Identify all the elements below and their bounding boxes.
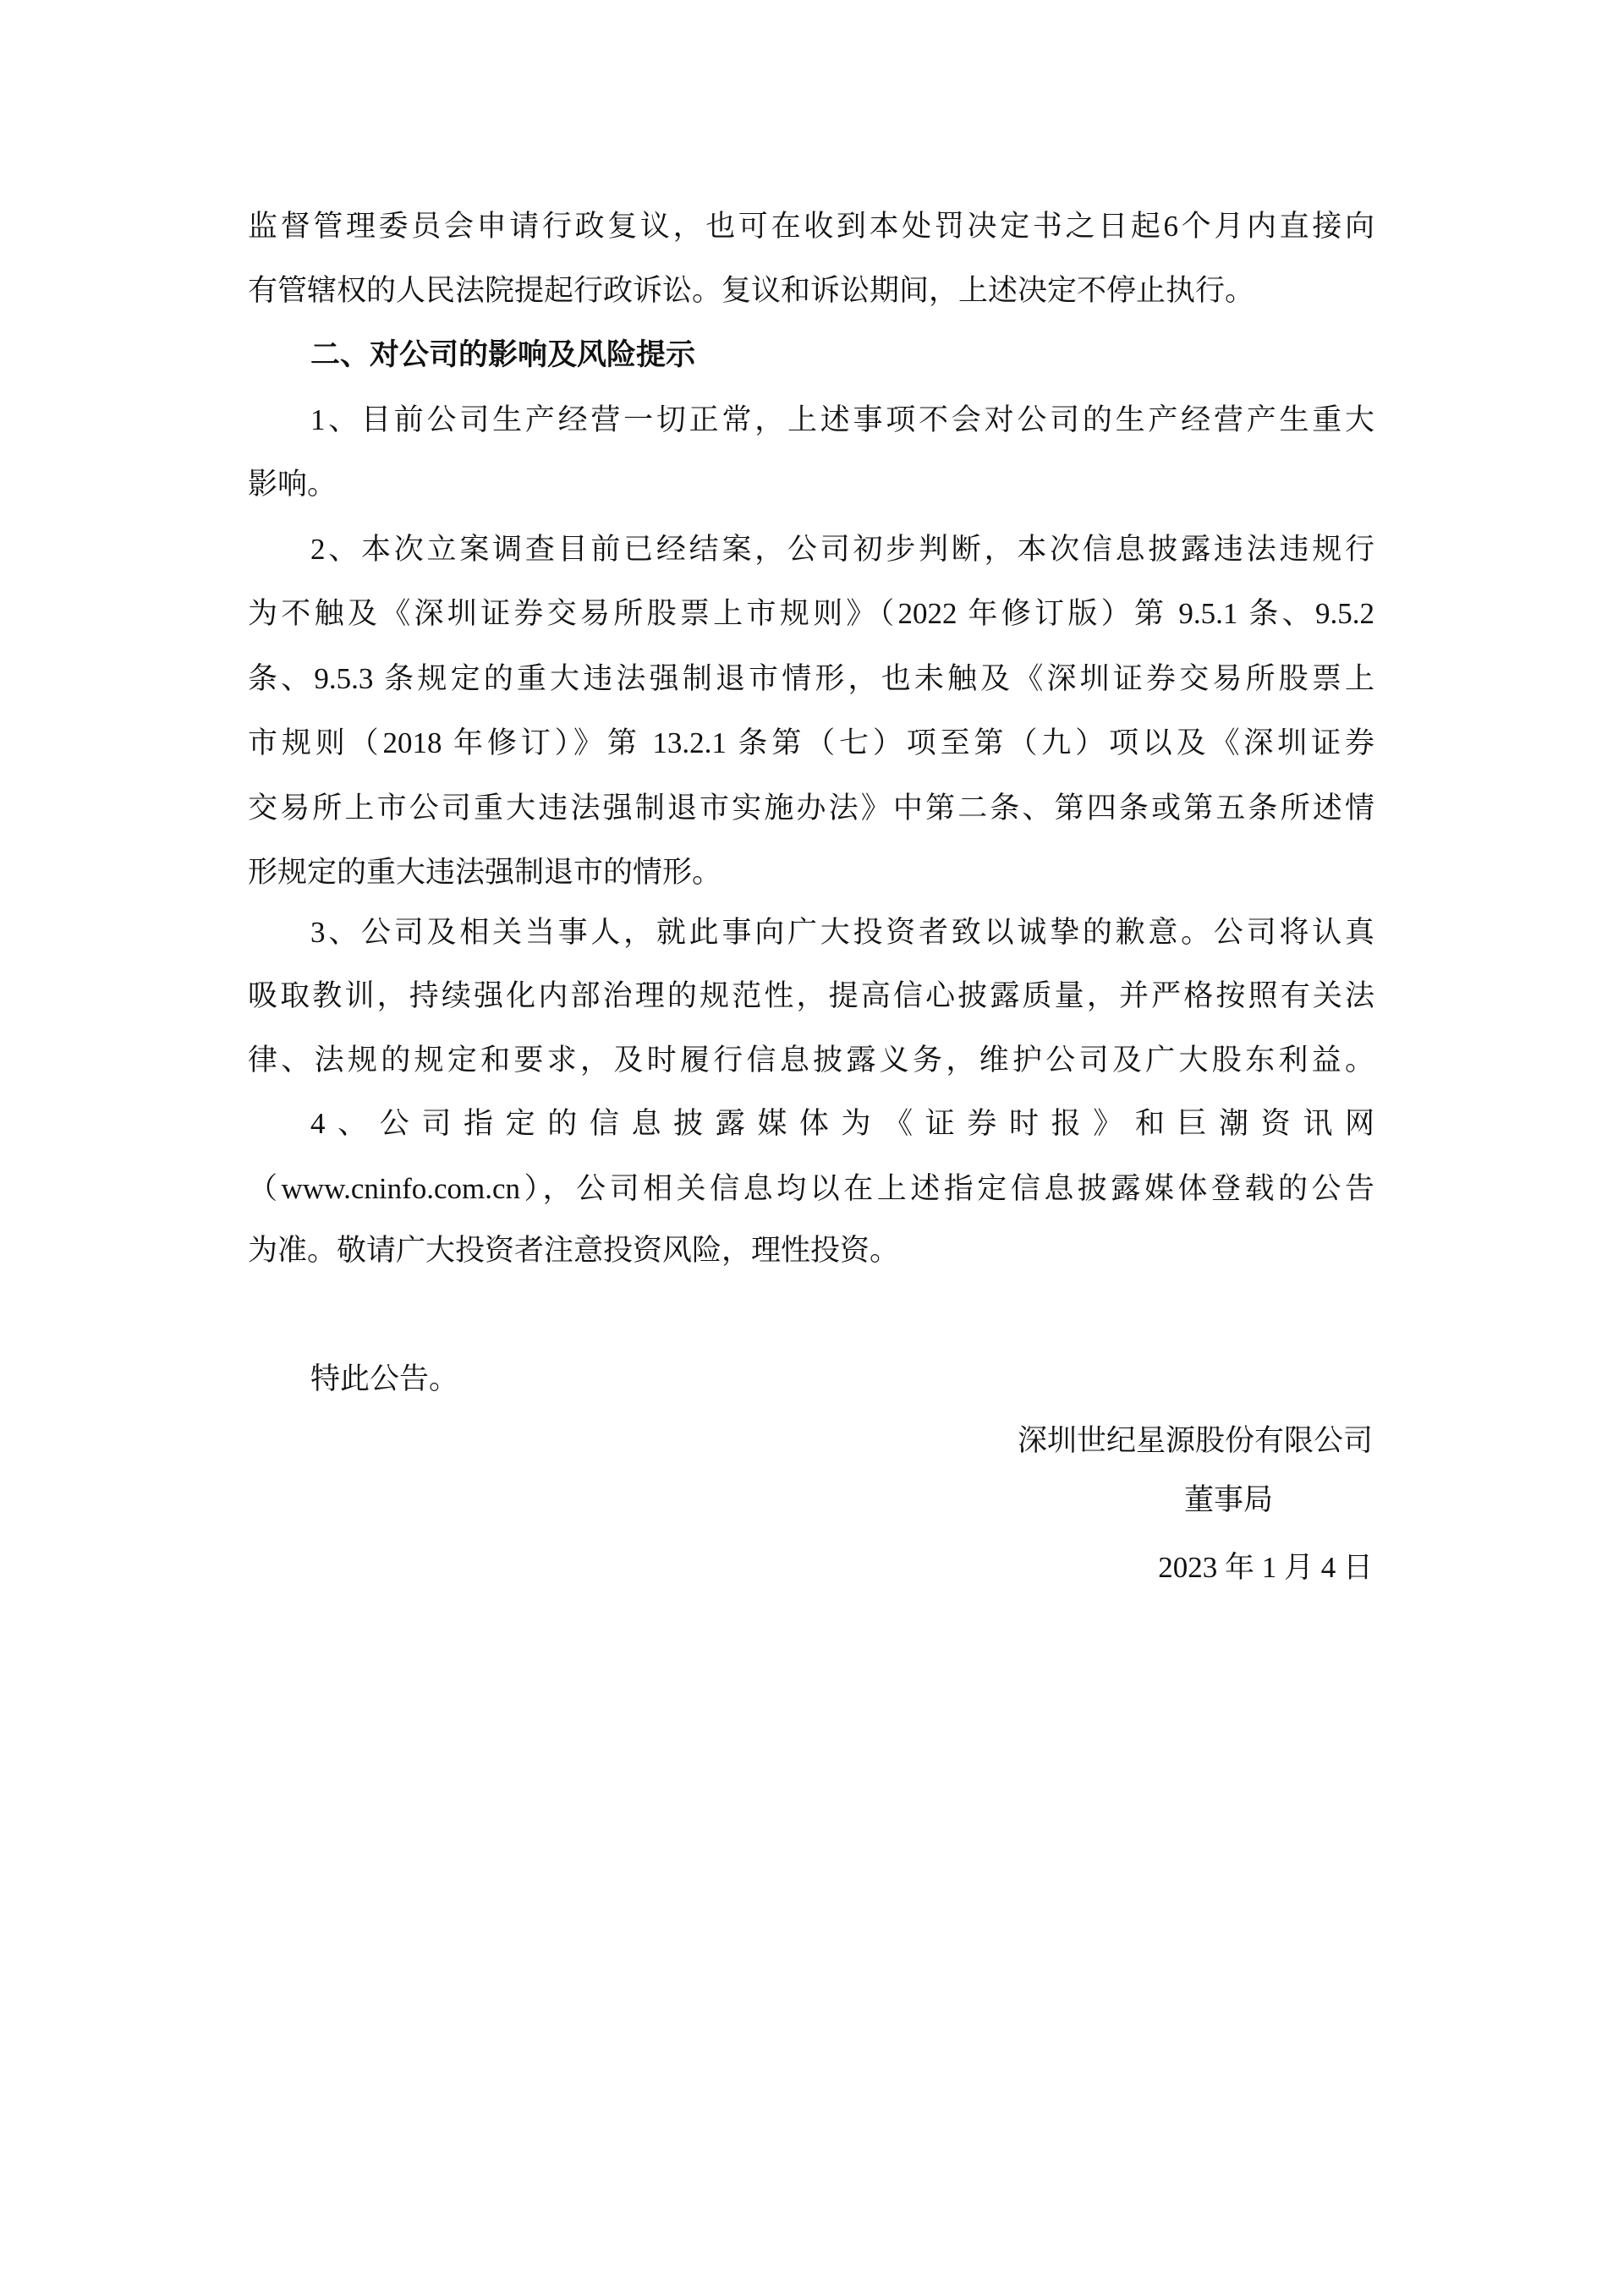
signature-date: 2023 年 1 月 4 日	[1158, 1551, 1373, 1584]
signature-department: 董事局	[1184, 1483, 1274, 1516]
closing-text: 特此公告。	[310, 1362, 459, 1395]
item-2-line: 市规则（2018 年修订）》第 13.2.1 条第（七）项至第（九）项以及《深圳证券	[248, 726, 1374, 759]
item-2-line: 为不触及《深圳证券交易所股票上市规则》（2022 年修订版）第 9.5.1 条、9.5.2	[248, 597, 1374, 630]
item-3-line: 律、法规的规定和要求，及时履行信息披露义务，维护公司及广大股东利益。	[248, 1044, 1374, 1077]
item-2-line: 2、本次立案调查目前已经结案，公司初步判断，本次信息披露违法违规行	[310, 533, 1374, 566]
signature-company: 深圳世纪星源股份有限公司	[1017, 1424, 1373, 1457]
item-3-line: 3、公司及相关当事人，就此事向广大投资者致以诚挚的歉意。公司将认真	[310, 916, 1374, 949]
item-2-line: 交易所上市公司重大违法强制退市实施办法》中第二条、第四条或第五条所述情	[248, 792, 1374, 825]
item-1-line: 影响。	[248, 468, 337, 501]
section-heading: 二、对公司的影响及风险提示	[310, 338, 696, 371]
item-2-line: 形规定的重大违法强制退市的情形。	[248, 856, 722, 889]
paragraph-line: 监督管理委员会申请行政复议，也可在收到本处罚决定书之日起6个月内直接向	[248, 210, 1374, 243]
item-4-line: 4、公司指定的信息披露媒体为《证券时报》和巨潮资讯网	[310, 1107, 1374, 1140]
item-2-line: 条、9.5.3 条规定的重大违法强制退市情形，也未触及《深圳证券交易所股票上	[248, 662, 1374, 695]
item-3-line: 吸取教训，持续强化内部治理的规范性，提高信心披露质量，并严格按照有关法	[248, 979, 1374, 1012]
item-1-line: 1、目前公司生产经营一切正常，上述事项不会对公司的生产经营产生重大	[310, 403, 1374, 436]
paragraph-line: 有管辖权的人民法院提起行政诉讼。复议和诉讼期间，上述决定不停止执行。	[248, 274, 1255, 307]
item-4-line: （www.cninfo.com.cn），公司相关信息均以在上述指定信息披露媒体登载的公告	[248, 1172, 1374, 1205]
item-4-line: 为准。敬请广大投资者注意投资风险，理性投资。	[248, 1234, 900, 1267]
